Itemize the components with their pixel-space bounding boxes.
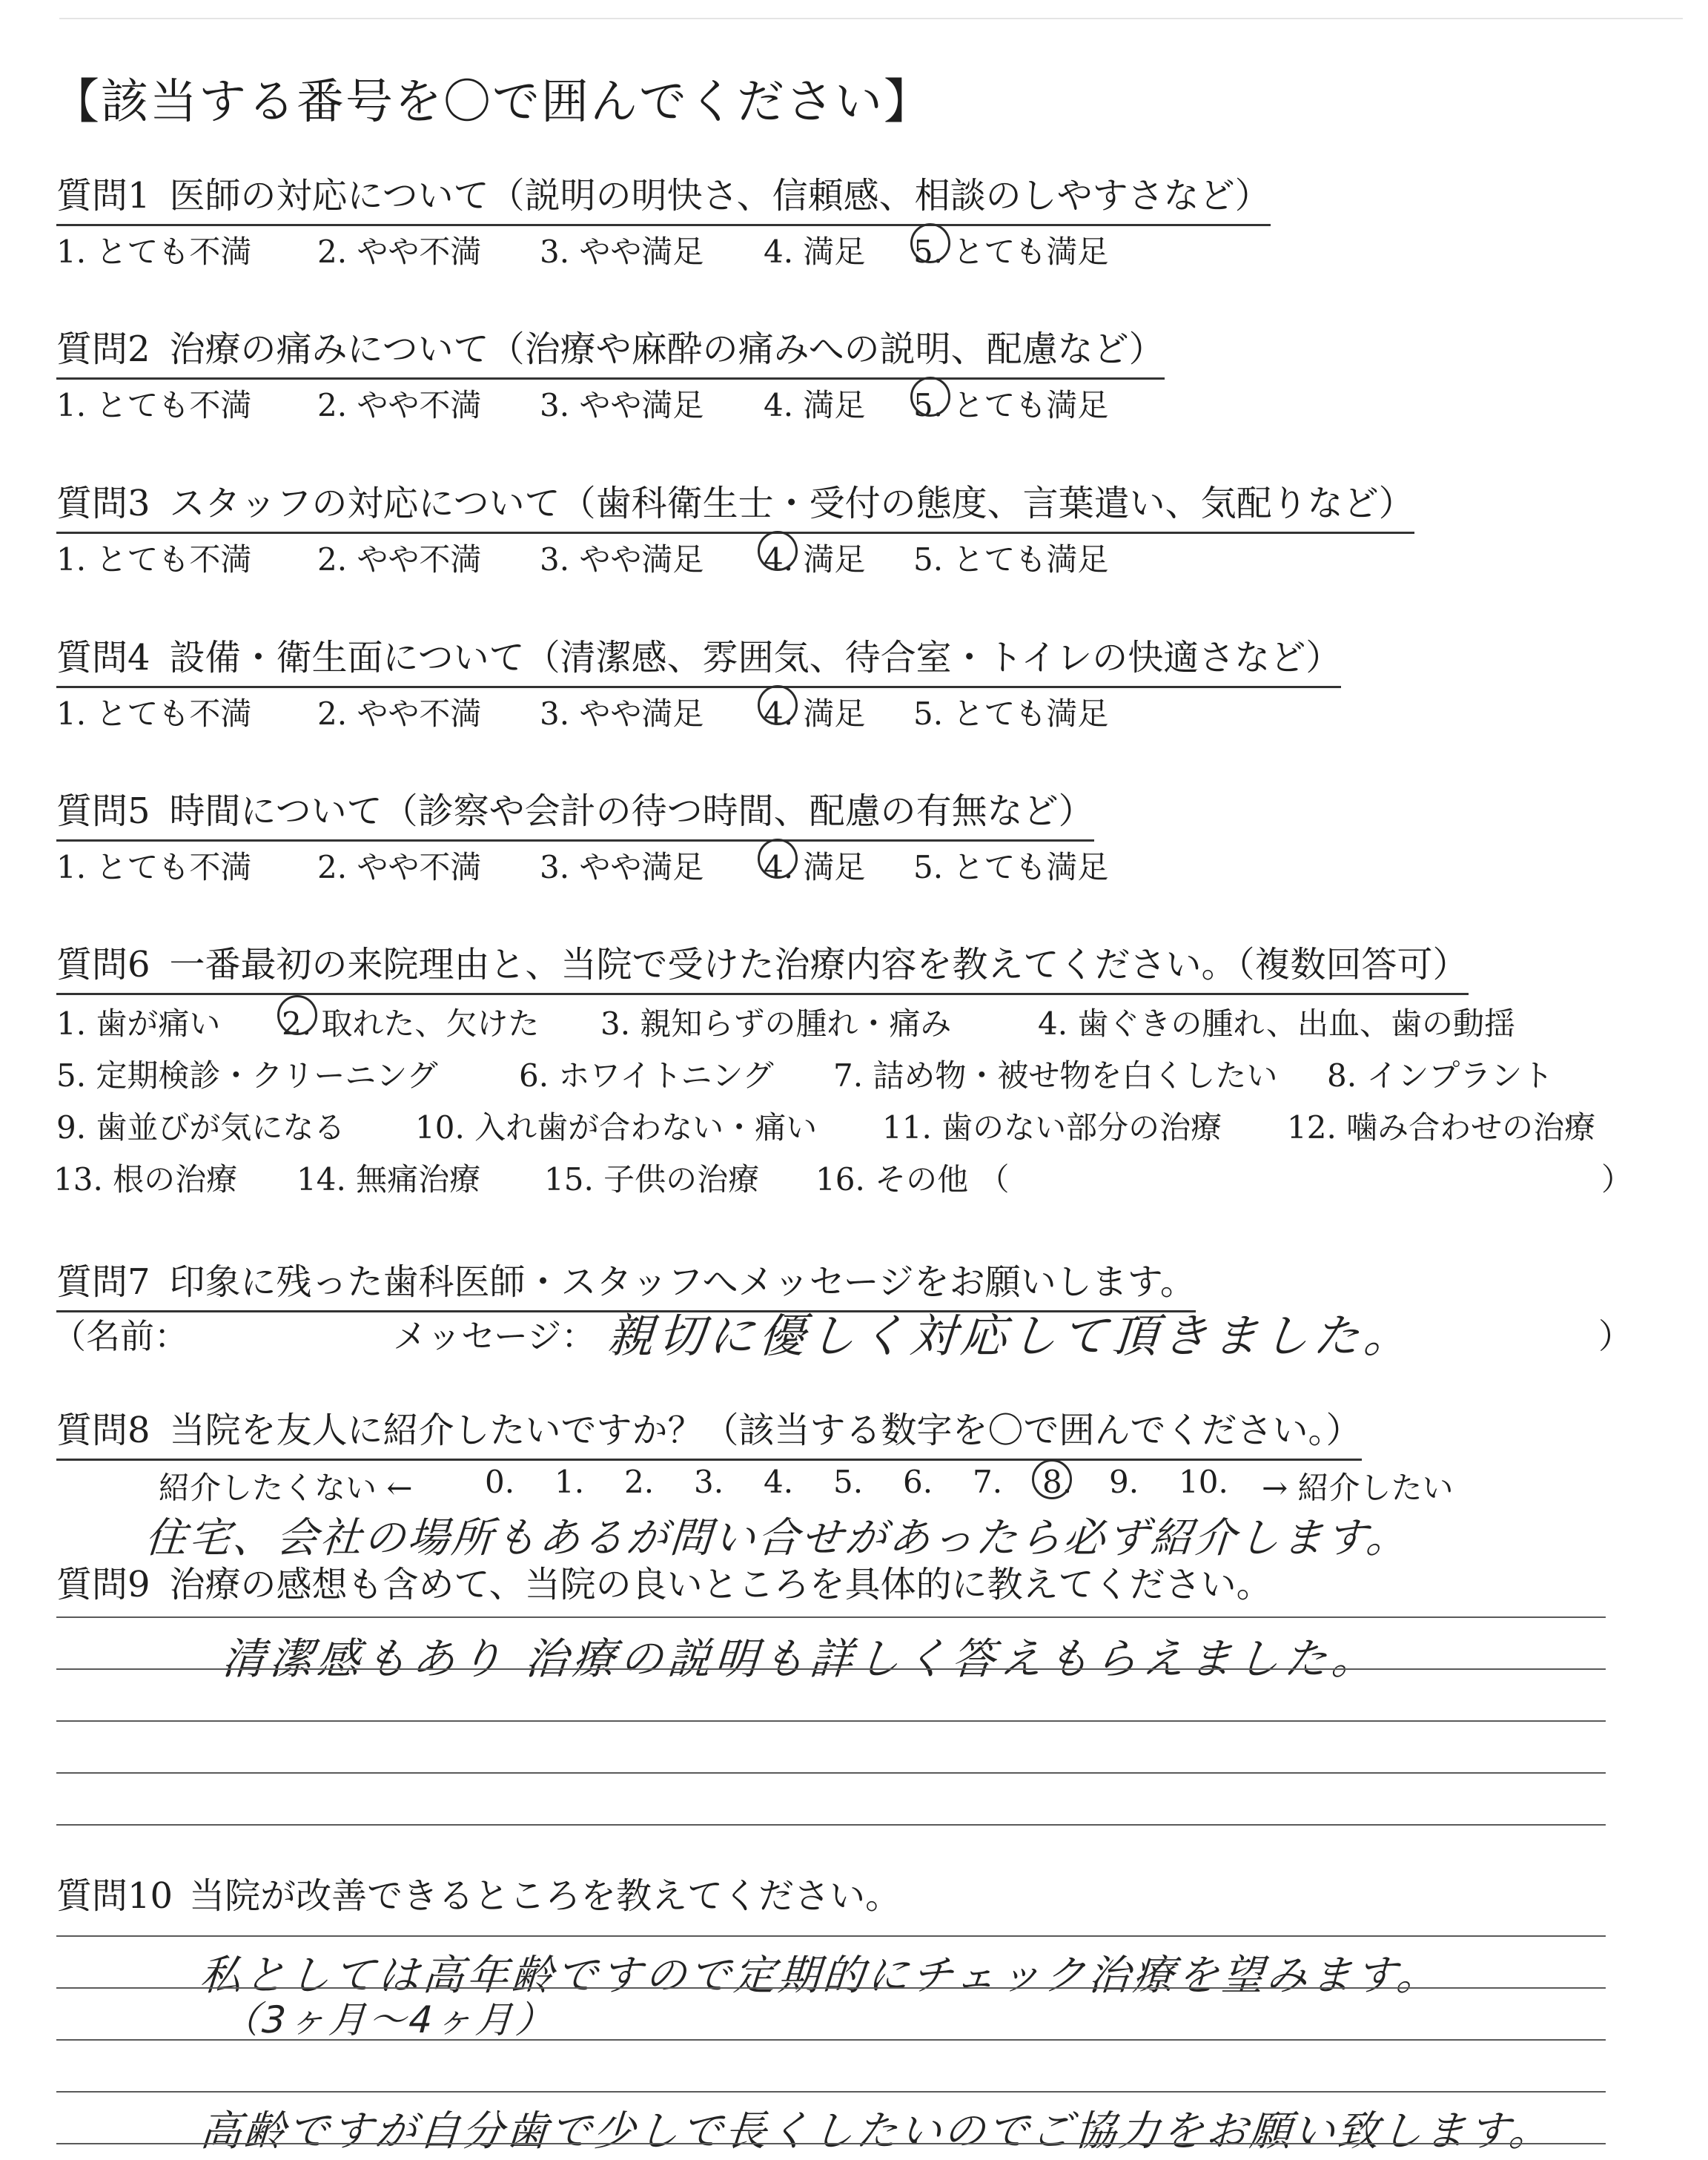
answer-line: [56, 1824, 1606, 1826]
option-4[interactable]: 4. 満足: [764, 849, 866, 885]
scale-8[interactable]: 8.: [1042, 1464, 1073, 1500]
answer-line: [56, 2091, 1606, 2093]
question-number: 質問1: [56, 175, 150, 217]
option-5[interactable]: 5. とても満足: [913, 387, 1109, 423]
question-text: スタッフの対応について（歯科衛生士・受付の態度、言葉遣い、気配りなど）: [169, 483, 1414, 524]
close-paren: ）: [1598, 1316, 1632, 1356]
selection-circle: [758, 685, 798, 725]
question-number: 質問9: [56, 1564, 150, 1605]
selection-circle: [758, 839, 798, 879]
question-number: 質問5: [56, 790, 150, 832]
question-9-heading: [56, 1556, 1272, 1607]
selection-circle: [910, 223, 950, 263]
question-2-heading: [56, 320, 1165, 380]
scale-0[interactable]: 0.: [485, 1464, 515, 1500]
question-text: 一番最初の来院理由と、当院で受けた治療内容を教えてください。（複数回答可）: [169, 944, 1469, 985]
answer-line: [56, 1616, 1606, 1618]
answer-line: [56, 1720, 1606, 1722]
reason-option[interactable]: 12. 噛み合わせの治療: [1287, 1109, 1596, 1146]
reason-option[interactable]: 13. 根の治療: [53, 1161, 238, 1198]
option-2[interactable]: 2. やや不満: [317, 849, 482, 885]
question-1-heading: [56, 167, 1271, 226]
option-5[interactable]: 5. とても満足: [913, 849, 1109, 885]
handwritten-message: 親切に優しく対応して頂きました。: [606, 1309, 1417, 1363]
answer-line: [56, 1935, 1606, 1937]
instruction-heading: 【該当する番号を〇で囲んでください】: [52, 75, 933, 130]
scale-5[interactable]: 5.: [833, 1464, 864, 1500]
name-label: （名前：: [52, 1316, 188, 1356]
option-3[interactable]: 3. やや満足: [540, 696, 704, 732]
question-10-heading: [56, 1867, 901, 1918]
question-text: 治療の感想も含めて、当院の良いところを具体的に教えてください。: [169, 1564, 1272, 1605]
question-number: 質問2: [56, 328, 150, 370]
question-text: 当院を友人に紹介したいですか？（該当する数字を〇で囲んでください。）: [169, 1410, 1362, 1451]
scale-6[interactable]: 6.: [903, 1464, 933, 1500]
message-label: メッセージ：: [393, 1316, 596, 1356]
scale-10[interactable]: 10.: [1179, 1464, 1228, 1500]
option-1[interactable]: 1. とても不満: [56, 849, 252, 885]
reason-option[interactable]: 2. 取れた、欠けた: [282, 1005, 540, 1042]
option-4[interactable]: 4. 満足: [764, 387, 866, 423]
reason-option[interactable]: 5. 定期検診・クリーニング: [56, 1057, 438, 1094]
scale-2[interactable]: 2.: [624, 1464, 655, 1500]
reason-option[interactable]: 3. 親知らずの腫れ・痛み: [600, 1005, 952, 1042]
close-paren: ）: [1601, 1161, 1633, 1198]
answer-line: [56, 2039, 1606, 2041]
scale-3[interactable]: 3.: [694, 1464, 724, 1500]
reason-option[interactable]: 1. 歯が痛い: [56, 1005, 221, 1042]
option-2[interactable]: 2. やや不満: [317, 541, 482, 578]
option-1[interactable]: 1. とても不満: [56, 234, 252, 270]
scale-left-label: 紹介したくない ←: [159, 1470, 413, 1506]
option-5[interactable]: 5. とても満足: [913, 234, 1109, 270]
handwritten-answer-1: 私としては高年齢ですので定期的にチェック治療を望みます。: [198, 1952, 1443, 2000]
question-number: 質問7: [56, 1261, 150, 1303]
answer-line: [56, 1987, 1606, 1989]
option-2[interactable]: 2. やや不満: [317, 387, 482, 423]
option-3[interactable]: 3. やや満足: [540, 849, 704, 885]
question-number: 質問8: [56, 1410, 150, 1451]
option-3[interactable]: 3. やや満足: [540, 234, 704, 270]
option-4[interactable]: 4. 満足: [764, 234, 866, 270]
question-text: 設備・衛生面について（清潔感、雰囲気、待合室・トイレの快適さなど）: [169, 637, 1342, 678]
question-6-heading: [56, 936, 1469, 995]
reason-option[interactable]: 10. 入れ歯が合わない・痛い: [415, 1109, 818, 1146]
option-4[interactable]: 4. 満足: [764, 541, 866, 578]
handwritten-answer-2: （3ヶ月〜4ヶ月）: [220, 1998, 557, 2041]
question-text: 医師の対応について（説明の明快さ、信頼感、相談のしやすさなど）: [169, 175, 1271, 217]
selection-circle: [758, 531, 798, 571]
reason-option[interactable]: 9. 歯並びが気になる: [56, 1109, 345, 1146]
handwritten-comment: 住宅、会社の場所もあるが問い合せがあったら必ず紹介します。: [143, 1514, 1411, 1562]
top-rule: [59, 18, 1683, 19]
option-4[interactable]: 4. 満足: [764, 696, 866, 732]
scale-4[interactable]: 4.: [764, 1464, 794, 1500]
question-3-heading: [56, 475, 1414, 534]
answer-line: [56, 1772, 1606, 1774]
reason-option[interactable]: 8. インプラント: [1327, 1057, 1554, 1094]
question-8-heading: [56, 1401, 1362, 1461]
selection-circle: [910, 377, 950, 417]
question-text: 印象に残った歯科医師・スタッフへメッセージをお願いします。: [169, 1261, 1196, 1303]
handwritten-answer-3: 高齢ですが自分歯で少しで長くしたいのでご協力をお願い致します。: [198, 2107, 1555, 2156]
reason-option[interactable]: 11. 歯のない部分の治療: [882, 1109, 1222, 1146]
scale-9[interactable]: 9.: [1109, 1464, 1139, 1500]
option-5[interactable]: 5. とても満足: [913, 696, 1109, 732]
question-text: 時間について（診察や会計の待つ時間、配慮の有無など）: [169, 790, 1094, 832]
answer-line: [56, 1668, 1606, 1670]
question-5-heading: [56, 782, 1094, 842]
reason-option[interactable]: 6. ホワイトニング: [519, 1057, 774, 1094]
question-number: 質問4: [56, 637, 150, 678]
question-text: 治療の痛みについて（治療や麻酔の痛みへの説明、配慮など）: [169, 328, 1165, 370]
option-1[interactable]: 1. とても不満: [56, 541, 252, 578]
answer-line: [56, 2143, 1606, 2144]
option-3[interactable]: 3. やや満足: [540, 541, 704, 578]
option-2[interactable]: 2. やや不満: [317, 234, 482, 270]
option-2[interactable]: 2. やや不満: [317, 696, 482, 732]
selection-circle: [277, 995, 317, 1035]
question-text: 当院が改善できるところを教えてください。: [189, 1875, 901, 1917]
reason-option[interactable]: 15. 子供の治療: [544, 1161, 760, 1198]
question-4-heading: [56, 629, 1341, 688]
option-3[interactable]: 3. やや満足: [540, 387, 704, 423]
selection-circle: [1032, 1459, 1072, 1499]
option-1[interactable]: 1. とても不満: [56, 696, 252, 732]
option-1[interactable]: 1. とても不満: [56, 387, 252, 423]
question-number: 質問6: [56, 944, 150, 985]
scale-right-label: → 紹介したい: [1262, 1470, 1454, 1506]
handwritten-answer: 清潔感もあり 治療の説明も詳しく答えもらえました。: [220, 1634, 1381, 1684]
reason-option-other[interactable]: 16. その他 （: [815, 1161, 1010, 1198]
scale-7[interactable]: 7.: [973, 1464, 1003, 1500]
question-number: 質問3: [56, 483, 150, 524]
reason-option[interactable]: 4. 歯ぐきの腫れ、出血、歯の動揺: [1038, 1005, 1515, 1042]
reason-option[interactable]: 14. 無痛治療: [297, 1161, 481, 1198]
option-5[interactable]: 5. とても満足: [913, 541, 1109, 578]
scale-1[interactable]: 1.: [555, 1464, 585, 1500]
question-number: 質問10: [56, 1875, 173, 1917]
reason-option[interactable]: 7. 詰め物・被せ物を白くしたい: [833, 1057, 1278, 1094]
